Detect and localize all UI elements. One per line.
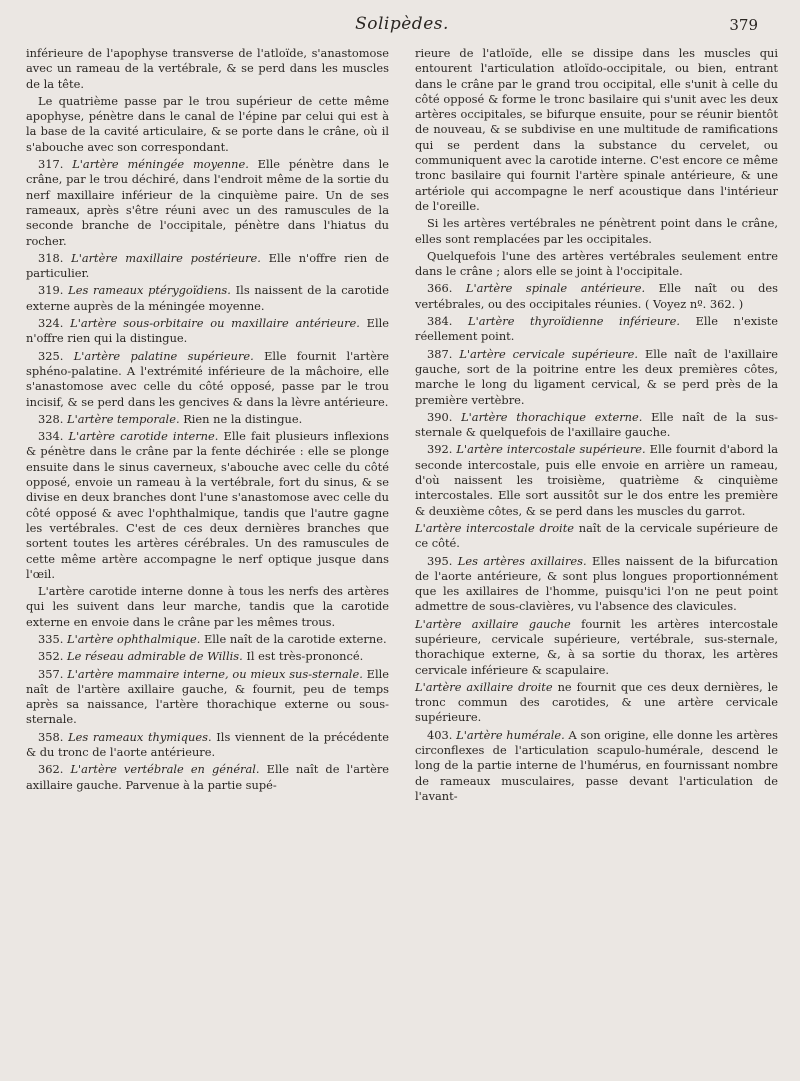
paragraph (26, 730, 389, 761)
paragraph-number: 324. (38, 316, 64, 331)
paragraph-text: Elle naît de la sus-sternale & quelquefois de l'axillaire gauche. (415, 409, 779, 440)
paragraph-text: ne fournit que ces deux dernières, le tronc commun des carotides, & une artère cervicale supérieure. (415, 679, 779, 725)
paragraph-text: Elle naît ou des vertébrales, ou des occipitales réunies. ( Voyez nº. 362. ) (415, 281, 778, 311)
paragraph (26, 412, 389, 427)
running-title: Solipèdes. (355, 14, 449, 34)
paragraph-term: Le réseau admirable de Willis. (67, 649, 243, 664)
paragraph-text: Elles naissent de la bifurcation de l'aorte antérieure, & sont plus longues proportionnément que les axillaires de l'homme, puisqu'ici l'on ne peut point admettre de sous-clavières, vu l'absence des clavicules. (415, 553, 778, 614)
paragraph-term: L'artère sous-orbitaire ou maxillaire antérieure. (70, 316, 360, 331)
paragraph (26, 762, 389, 793)
paragraph-number: 362. (38, 762, 64, 777)
paragraph-text: Il est très-prononcé. (246, 649, 364, 664)
paragraph-term: L'artère temporale. (67, 411, 180, 426)
paragraph (415, 46, 778, 214)
page-header (26, 4, 778, 46)
paragraph-term: L'artère maxillaire postérieure. (71, 250, 261, 265)
paragraph (415, 617, 778, 678)
paragraph-text: naît de la cervicale supérieure de ce côté. (415, 520, 779, 551)
paragraph (415, 281, 778, 312)
paragraph (26, 632, 389, 647)
paragraph-text: Elle naît de l'artère axillaire gauche. Parvenue à la partie supé- (26, 762, 390, 792)
paragraph-text: Le quatrième passe par le trou supérieur de cette même apophyse, pénètre dans le canal de l'épine par celui qui est à la base de la cavité articulaire, & se porte dans le crâne, où il s'abouche avec son correspondant. (26, 93, 389, 154)
paragraph (415, 410, 778, 441)
paragraph-term: Les rameaux thymiques. (68, 729, 212, 744)
paragraph-number: 358. (38, 729, 64, 744)
paragraph-text: Elle naît de l'axillaire gauche, sort de la poitrine entre les deux premières côtes, marche le long du ligament cervical, & se perd près de la première vertèbre. (415, 346, 778, 407)
paragraph-number: 325. (38, 348, 64, 363)
right-column (415, 46, 778, 806)
paragraph-number: 366. (427, 281, 453, 296)
paragraph (26, 349, 389, 410)
paragraph-text: Elle fournit d'abord la seconde intercostale, puis elle envoie en arrière un rameau, d'où naissent les troisième, quatrième & cinquième intercostales. Elle sort aussitôt sur le dos entre les première & deuxième côtes, & se perd dans les muscles du garrot. (415, 442, 779, 518)
paragraph-number: 384. (427, 314, 453, 329)
paragraph-term: L'artère cervicale supérieure. (459, 346, 638, 361)
paragraph (415, 728, 778, 804)
paragraph-term: L'artère spinale antérieure. (465, 281, 646, 296)
paragraph-number: 392. (427, 442, 453, 457)
paragraph-number: 335. (38, 631, 64, 646)
paragraph-term: Les rameaux ptérygoïdiens. (68, 283, 231, 298)
paragraph-text: Elle n'existe réellement point. (415, 314, 778, 344)
paragraph (26, 649, 389, 664)
paragraph-term: L'artère intercostale droite (415, 520, 575, 535)
paragraph-term: L'artère palatine supérieure. (73, 348, 254, 363)
paragraph-text: Elle naît de la carotide externe. (203, 631, 387, 646)
paragraph-text: Rien ne la distingue. (183, 411, 303, 426)
paragraph-text: Ils viennent de la précédente & du tronc de l'aorte antérieure. (26, 729, 389, 760)
paragraph-term: L'artère intercostale supérieure. (456, 442, 646, 457)
paragraph-number: 357. (38, 666, 64, 681)
paragraph-number: 334. (38, 429, 64, 444)
paragraph-number: 390. (427, 409, 453, 424)
paragraph-number: 317. (38, 157, 64, 172)
paragraph (415, 521, 778, 552)
paragraph (26, 667, 389, 728)
paragraph (26, 94, 389, 155)
paragraph-number: 352. (38, 649, 64, 664)
paragraph (415, 554, 778, 615)
paragraph-term: Les artères axillaires. (457, 553, 587, 568)
paragraph-number: 319. (38, 283, 64, 298)
paragraph-term: L'artère vertébrale en général. (70, 762, 260, 777)
paragraph-text: Ils naissent de la carotide externe auprès de la méningée moyenne. (26, 283, 390, 313)
left-column (26, 46, 389, 806)
paragraph (415, 249, 778, 280)
paragraph (26, 316, 389, 347)
paragraph-text: fournit les artères intercostale supérieure, cervicale supérieure, vertébrale, sus-sternale, thorachique externe, &, à sa sortie du thorax, les artères cervicale inférieure & scapulaire. (415, 616, 778, 677)
paragraph-text: Quelquefois l'une des artères vertébrales seulement entre dans le crâne ; alors elle se joint à l'occipitale. (415, 248, 778, 279)
paragraph-text: Elle n'offre rien qui la distingue. (26, 316, 389, 346)
paragraph-term: L'artère axillaire gauche (415, 616, 571, 631)
paragraph-text: Si les artères vertébrales ne pénètrent point dans le crâne, elles sont remplacées par les occipitales. (415, 216, 778, 246)
page-number: 379 (729, 16, 758, 34)
paragraph (26, 251, 389, 282)
paragraph (415, 216, 778, 247)
paragraph-term: L'artère ophthalmique. (67, 631, 201, 646)
paragraph-text: Elle fait plusieurs inflexions & pénètre dans le crâne par la fente déchirée : elle se plonge ensuite dans le sinus caverneux, s'abouche avec celle du côté opposé, envoie un rameau à la vertébrale, fort du sinus, & se divise en deux branches dont l'une s'anastomose avec celle du côté opposé & avec l'ophthalmique, tandis que l'autre gagne les vertébrales. C'est de ces deux dernières branches que sortent toutes les artères cérébrales. Un des ramuscules de cette même artère accompagne le nerf optique jusque dans l'œil. (26, 429, 390, 581)
paragraph-term: L'artère axillaire droite (415, 679, 553, 694)
paragraph-number: 403. (427, 727, 453, 742)
paragraph-number: 395. (427, 553, 453, 568)
paragraph (26, 429, 389, 582)
paragraph-text: Elle fournit l'artère sphéno-palatine. A l'extrémité inférieure de la mâchoire, elle s'anastomose avec celle du côté opposé, passe par le trou incisif, & se perd dans les gencives & dans la lèvre antérieure. (26, 348, 390, 409)
paragraph (26, 283, 389, 314)
paragraph (415, 347, 778, 408)
paragraph-number: 328. (38, 411, 64, 426)
paragraph (415, 314, 778, 345)
paragraph-term: L'artère méningée moyenne. (72, 157, 249, 172)
paragraph-text: rieure de l'atloïde, elle se dissipe dans les muscles qui entourent l'articulation atloïdo-occipitale, ou bien, entrant dans le crâne par le grand trou occipital, elle s'unit à celle du côté opposé & forme le tronc basilaire qui s'unit avec les deux artères occipitales, se bifurque ensuite, pour se réunir bientôt de nouveau, & se subdivise en une multitude de ramifications qui se perdent dans la substance du cervelet, ou communiquent avec la carotide interne. C'est encore ce même tronc basilaire qui fournit l'artère spinale antérieure, & une artériole qui accompagne le nerf acoustique dans l'intérieur de l'oreille. (415, 46, 778, 213)
paragraph (415, 442, 778, 518)
text-columns (26, 46, 778, 806)
paragraph (415, 680, 778, 726)
paragraph-number: 387. (427, 346, 453, 361)
paragraph-term: L'artère carotide interne. (68, 429, 219, 444)
paragraph (26, 157, 389, 249)
paragraph-number: 318. (38, 250, 64, 265)
paragraph-text: Elle n'offre rien de particulier. (26, 250, 390, 281)
paragraph-text: A son origine, elle donne les artères circonflexes de l'articulation scapulo-humérale, descend le long de la partie interne de l'humérus, en fournissant nombre de rameaux musculaires, passe devant l'articulation de l'avant- (415, 727, 778, 803)
paragraph-term: L'artère thorachique externe. (461, 409, 643, 424)
paragraph-text: inférieure de l'apophyse transverse de l'atloïde, s'anastomose avec un rameau de la vertébrale, & se perd dans les muscles de la tête. (26, 46, 389, 91)
paragraph-text: Elle pénètre dans le crâne, par le trou déchiré, dans l'endroit même de la sortie du nerf maxillaire inférieur de la cinquième paire. Un de ses rameaux, après s'être réuni avec un des ramuscules de la seconde branche de l'occipitale, pénètre dans l'hiatus du rocher. (26, 157, 390, 248)
paragraph-text: L'artère carotide interne donne à tous les nerfs des artères qui les suivent dans leur marche, tandis que la carotide externe en envoie dans le crâne par les mêmes trous. (26, 584, 389, 629)
paragraph (26, 584, 389, 630)
paragraph-term: L'artère mammaire interne, ou mieux sus-sternale. (67, 666, 363, 681)
paragraph-term: L'artère humérale. (456, 727, 565, 742)
paragraph (26, 46, 389, 92)
paragraph-term: L'artère thyroïdienne inférieure. (468, 314, 680, 329)
paragraph-text: Elle naît de l'artère axillaire gauche, & fournit, peu de temps après sa naissance, l'artère thorachique externe ou sous-sternale. (26, 666, 390, 727)
